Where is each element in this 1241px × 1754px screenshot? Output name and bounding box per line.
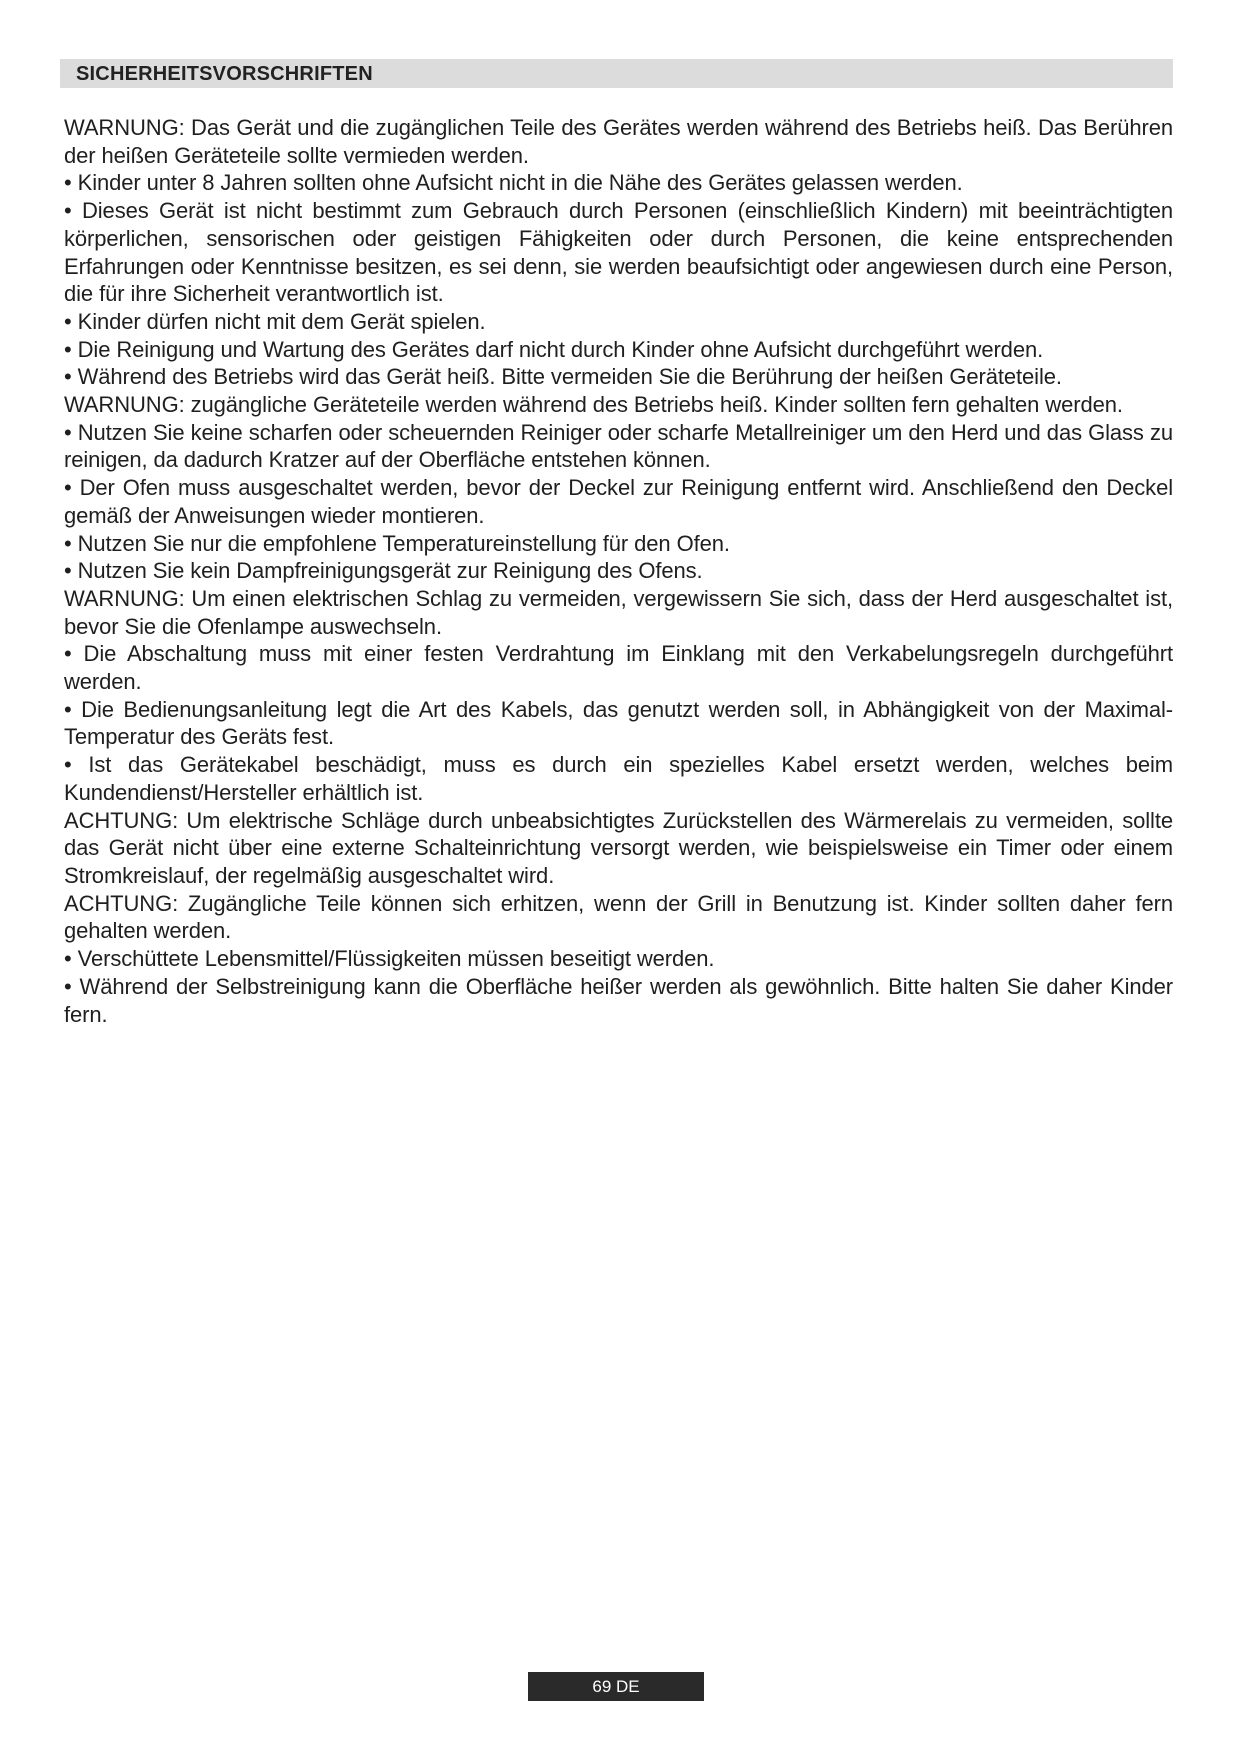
paragraph: WARNUNG: zugängliche Geräteteile werden während des Betriebs heiß. Kinder sollten fern gehalten werden. <box>64 392 1123 418</box>
paragraph: ACHTUNG: Um elektrische Schläge durch unbeabsichtigtes Zurückstellen des Wärmerelais zu vermeiden, sollte das Gerät nicht über eine externe Schalteinrichtung versorgt werden, wie beispielsweise ein Timer oder einem Stromkreislauf, der regelmäßig ausgeschaltet wird. <box>64 807 1173 888</box>
paragraph: • Ist das Gerätekabel beschädigt, muss es durch ein spezielles Kabel ersetzt werden, welches beim Kundendienst/Hersteller erhältlich ist. <box>64 752 1173 805</box>
paragraph: • Verschüttete Lebensmittel/Flüssigkeiten müssen beseitigt werden. <box>64 946 715 972</box>
paragraph: • Kinder dürfen nicht mit dem Gerät spielen. <box>64 308 486 334</box>
paragraph: • Nutzen Sie nur die empfohlene Temperatureinstellung für den Ofen. <box>64 530 730 556</box>
page-number: 69 DE <box>592 1677 640 1696</box>
paragraph: • Die Reinigung und Wartung des Gerätes darf nicht durch Kinder ohne Aufsicht durchgeführt werden. <box>64 336 1044 362</box>
paragraph: • Kinder unter 8 Jahren sollten ohne Aufsicht nicht in die Nähe des Gerätes gelassen werden. <box>64 170 963 196</box>
safety-instructions-text <box>64 114 1173 1028</box>
paragraph: • Während des Betriebs wird das Gerät heiß. Bitte vermeiden Sie die Berührung der heißen Geräteteile. <box>64 364 1062 390</box>
paragraph: WARNUNG: Um einen elektrischen Schlag zu vermeiden, vergewissern Sie sich, dass der Herd ausgeschaltet ist, bevor Sie die Ofenlampe auswechseln. <box>64 585 1173 639</box>
paragraph: WARNUNG: Das Gerät und die zugänglichen Teile des Gerätes werden während des Betriebs heiß. Das Berühren der heißen Geräteteile sollte vermieden werden. <box>64 115 1173 168</box>
paragraph: • Nutzen Sie keine scharfen oder scheuernden Reiniger oder scharfe Metallreiniger um den Herd und das Glass zu reinigen, da dadurch Kratzer auf der Oberfläche entstehen können. <box>64 419 1173 473</box>
paragraph: • Während der Selbstreinigung kann die Oberfläche heißer werden als gewöhnlich. Bitte halten Sie daher Kinder fern. <box>64 973 1173 1027</box>
page-number-badge <box>528 1672 704 1701</box>
section-header-bar <box>60 59 1173 88</box>
paragraph: • Nutzen Sie kein Dampfreinigungsgerät zur Reinigung des Ofens. <box>64 558 703 584</box>
paragraph: • Dieses Gerät ist nicht bestimmt zum Gebrauch durch Personen (einschließlich Kindern) mit beeinträchtigten körperlichen, sensorischen oder geistigen Fähigkeiten oder durch Personen, die keine entsprechenden Erfahrungen oder Kenntnisse besitzen, es sei denn, sie werden beaufsichtigt oder angewiesen durch eine Person, die für ihre Sicherheit verantwortlich ist. <box>64 198 1173 307</box>
section-title: SICHERHEITSVORSCHRIFTEN <box>76 63 373 85</box>
paragraph: • Die Bedienungsanleitung legt die Art des Kabels, das genutzt werden soll, in Abhängigkeit von der Maximal-Temperatur des Geräts fest. <box>64 696 1173 750</box>
paragraph: • Die Abschaltung muss mit einer festen Verdrahtung im Einklang mit den Verkabelungsregeln durchgeführt werden. <box>64 641 1173 695</box>
paragraph: ACHTUNG: Zugängliche Teile können sich erhitzen, wenn der Grill in Benutzung ist. Kinder sollten daher fern gehalten werden. <box>64 890 1173 944</box>
paragraph: • Der Ofen muss ausgeschaltet werden, bevor der Deckel zur Reinigung entfernt wird. Anschließend den Deckel gemäß der Anweisungen wieder montieren. <box>64 475 1173 528</box>
